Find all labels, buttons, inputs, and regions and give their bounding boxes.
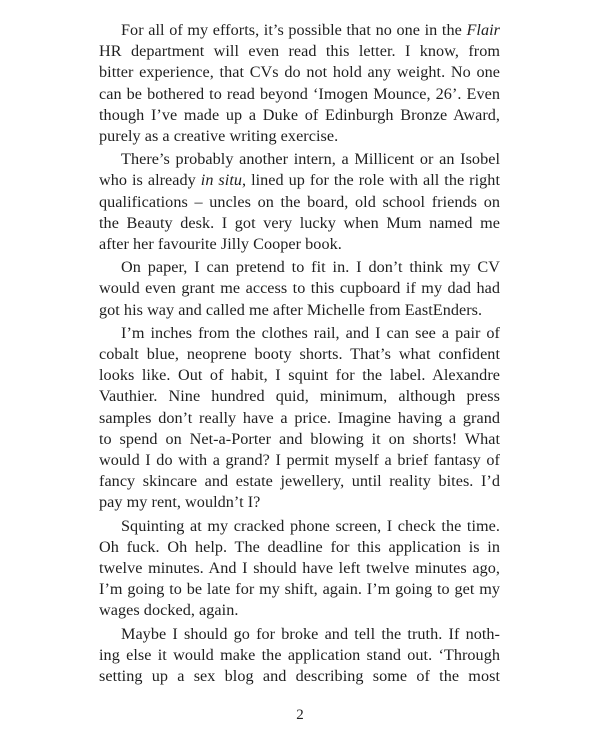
text-run: ing else it would make the application stand out. ‘Through — [99, 645, 500, 664]
italic-run: Flair — [466, 21, 500, 39]
body-paragraph — [99, 624, 500, 688]
text-run: Maybe I should go for broke and tell the truth. If noth- — [121, 624, 500, 643]
text-line — [99, 278, 500, 299]
text-run: looks like. Out of habit, I squint for the label. Alexandre — [99, 366, 500, 385]
text-run: twelve minutes. And I should have left twelve minutes ago, — [99, 559, 500, 578]
book-page — [99, 20, 500, 689]
text-line — [99, 408, 500, 429]
text-run: to spend on Net-a-Porter and blowing it on shorts! What — [99, 429, 500, 448]
text-line — [99, 149, 500, 170]
text-line — [99, 429, 500, 450]
text-run: samples don’t really have a price. Imagine having a grand — [99, 408, 500, 427]
text-run: got his way and called me after Michelle from EastEnders. — [99, 300, 483, 319]
text-run: after her favourite Jilly Cooper book. — [99, 235, 342, 254]
text-line — [99, 20, 500, 41]
text-run: would I do with a grand? I permit myself a brief fantasy of — [99, 451, 500, 470]
text-line — [99, 84, 500, 105]
text-run: cobalt blue, neoprene booty shorts. That’s what confident — [99, 345, 500, 364]
text-run: setting up a sex blog and describing some of the most — [99, 667, 500, 686]
text-line — [99, 170, 500, 191]
text-line — [99, 645, 500, 666]
text-line — [99, 450, 500, 471]
body-paragraph — [99, 323, 500, 514]
text-run: , lined up for the role with all the right — [242, 171, 500, 190]
text-line — [99, 579, 500, 600]
text-line — [99, 624, 500, 645]
text-run: On paper, I can pretend to fit in. I don’t think my CV — [121, 258, 500, 277]
text-run: who is already — [99, 171, 201, 190]
text-run: Oh fuck. Oh help. The deadline for this application is in — [99, 537, 500, 556]
body-paragraph — [99, 20, 500, 147]
text-run: fancy skincare and estate jewellery, until reality bites. I’d — [99, 472, 500, 491]
text-line — [99, 365, 500, 386]
text-run: purely as a creative writing exercise. — [99, 127, 339, 146]
text-run: bitter experience, that CVs do not hold any weight. No one — [99, 63, 500, 82]
text-run: would even grant me access to this cupboard if my dad had — [99, 279, 500, 298]
text-run: though I’ve made up a Duke of Edinburgh Bronze Award, — [99, 105, 500, 124]
text-line — [99, 257, 500, 278]
text-line — [99, 41, 500, 62]
text-line — [99, 600, 500, 621]
text-run: HR department will even read this letter. I know, from — [99, 42, 500, 61]
text-line — [99, 386, 500, 407]
italic-run: in situ — [200, 171, 243, 190]
text-line — [99, 192, 500, 213]
text-line — [99, 105, 500, 126]
text-run: wages docked, again. — [99, 601, 239, 620]
text-line — [99, 323, 500, 344]
text-line — [99, 213, 500, 234]
text-line — [99, 537, 500, 558]
text-line — [99, 492, 500, 513]
text-run: Vauthier. Nine hundred quid, minimum, although press — [99, 387, 500, 406]
text-line — [99, 126, 500, 147]
text-run: pay my rent, wouldn’t I? — [99, 493, 261, 512]
text-line — [99, 558, 500, 579]
text-line — [99, 344, 500, 365]
body-paragraph — [99, 257, 500, 321]
text-run: can be bothered to read beyond ‘Imogen Mounce, 26’. Even — [99, 84, 500, 103]
text-run: There’s probably another intern, a Millicent or an Isobel — [121, 150, 500, 169]
text-line — [99, 62, 500, 83]
text-line — [99, 300, 500, 321]
text-run: Squinting at my cracked phone screen, I check the time. — [121, 516, 500, 535]
text-run: I’m inches from the clothes rail, and I can see a pair of — [121, 323, 500, 342]
text-run: qualifications – uncles on the board, old school friends on — [99, 192, 500, 211]
text-line — [99, 234, 500, 255]
text-line — [99, 471, 500, 492]
text-line — [99, 516, 500, 537]
text-run: the Beauty desk. I got very lucky when Mum named me — [99, 213, 500, 232]
text-line — [99, 666, 500, 687]
text-run: I’m going to be late for my shift, again. I’m going to get my — [99, 580, 500, 599]
body-paragraph — [99, 516, 500, 622]
body-paragraph — [99, 149, 500, 255]
page-number: 2 — [296, 707, 304, 723]
text-run: For all of my efforts, it’s possible that no one in the — [121, 21, 467, 39]
